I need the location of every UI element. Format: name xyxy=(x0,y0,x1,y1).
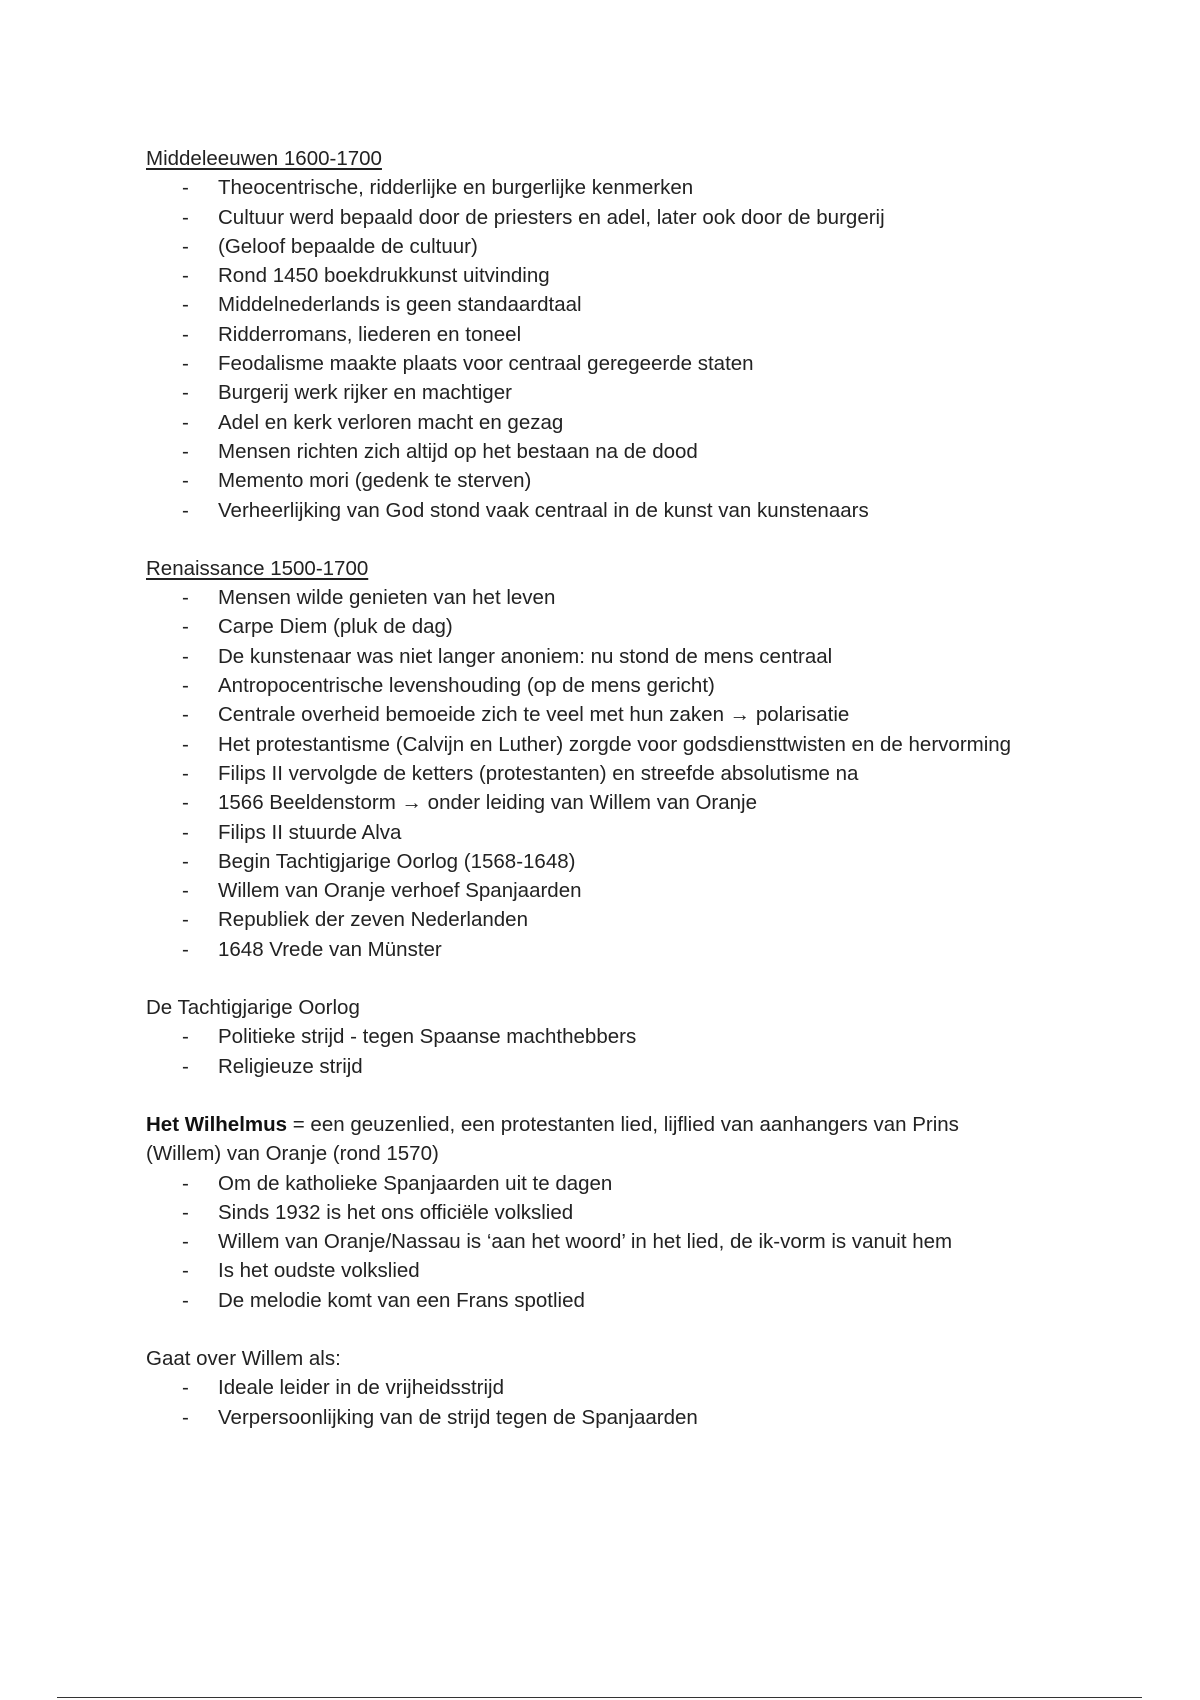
page-bottom-rule xyxy=(57,1697,1142,1698)
document-page xyxy=(146,144,1146,1432)
dash-bullet: - xyxy=(182,1054,189,1078)
bullet-list xyxy=(146,1373,1146,1432)
dash-bullet: - xyxy=(182,791,189,815)
list-item-text: Centrale overheid bemoeide zich te veel met hun zaken → polarisatie xyxy=(218,703,850,727)
dash-bullet: - xyxy=(182,1171,189,1195)
list-item xyxy=(146,671,1146,700)
section-heading: Middeleeuwen 1600-1700 xyxy=(146,147,382,170)
list-item-text: De kunstenaar was niet langer anoniem: nu stond de mens centraal xyxy=(218,644,833,668)
dash-bullet: - xyxy=(182,1288,189,1312)
list-item-text: Verpersoonlijking van de strijd tegen de Spanjaarden xyxy=(218,1405,698,1429)
list-item xyxy=(146,437,1146,466)
section-gaat-over-willem xyxy=(146,1344,1146,1432)
dash-bullet: - xyxy=(182,644,189,668)
list-item-text: Feodalisme maakte plaats voor centraal geregeerde staten xyxy=(218,352,754,376)
list-item-text: Sinds 1932 is het ons officiële volkslied xyxy=(218,1200,574,1224)
list-item-text: (Geloof bepaalde de cultuur) xyxy=(218,234,478,258)
list-item-text: Ideale leider in de vrijheidsstrijd xyxy=(218,1376,505,1400)
list-item xyxy=(146,1373,1146,1402)
list-item xyxy=(146,642,1146,671)
dash-bullet: - xyxy=(182,205,189,229)
list-item-text: Theocentrische, ridderlijke en burgerlijke kenmerken xyxy=(218,176,694,200)
list-item xyxy=(146,876,1146,905)
list-item-text: Rond 1450 boekdrukkunst uitvinding xyxy=(218,264,550,288)
dash-bullet: - xyxy=(182,732,189,756)
bullet-list xyxy=(146,583,1146,964)
section-heading: De Tachtigjarige Oorlog xyxy=(146,996,360,1020)
list-item xyxy=(146,1256,1146,1285)
list-item xyxy=(146,759,1146,788)
section-renaissance xyxy=(146,554,1146,964)
dash-bullet: - xyxy=(182,615,189,639)
list-item-text: Mensen wilde genieten van het leven xyxy=(218,586,556,610)
list-item xyxy=(146,1052,1146,1081)
list-item-text: 1566 Beeldenstorm → onder leiding van Willem van Oranje xyxy=(218,791,757,815)
dash-bullet: - xyxy=(182,410,189,434)
list-item-text: Middelnederlands is geen standaardtaal xyxy=(218,293,582,317)
list-item xyxy=(146,290,1146,319)
list-item xyxy=(146,1169,1146,1198)
list-item xyxy=(146,1198,1146,1227)
list-item xyxy=(146,818,1146,847)
dash-bullet: - xyxy=(182,761,189,785)
list-item-text: Willem van Oranje/Nassau is ‘aan het woord’ in het lied, de ik-vorm is vanuit hem xyxy=(218,1230,953,1254)
list-item xyxy=(146,496,1146,525)
bullet-list xyxy=(146,173,1146,525)
list-item-text: Begin Tachtigjarige Oorlog (1568-1648) xyxy=(218,849,576,873)
list-item xyxy=(146,788,1146,817)
dash-bullet: - xyxy=(182,469,189,493)
list-item xyxy=(146,1403,1146,1432)
section-middeleeuwen xyxy=(146,144,1146,525)
list-item xyxy=(146,847,1146,876)
bullet-list xyxy=(146,1169,1146,1315)
dash-bullet: - xyxy=(182,234,189,258)
list-item-text: Politieke strijd - tegen Spaanse machthebbers xyxy=(218,1025,637,1049)
dash-bullet: - xyxy=(182,1200,189,1224)
list-item-text: Adel en kerk verloren macht en gezag xyxy=(218,410,564,434)
list-item-text: Is het oudste volkslied xyxy=(218,1259,420,1283)
dash-bullet: - xyxy=(182,293,189,317)
list-item xyxy=(146,730,1146,759)
dash-bullet: - xyxy=(182,586,189,610)
list-item xyxy=(146,1227,1146,1256)
list-item-text: Religieuze strijd xyxy=(218,1054,363,1078)
list-item-text: Verheerlijking van God stond vaak centraal in de kunst van kunstenaars xyxy=(218,498,869,522)
dash-bullet: - xyxy=(182,322,189,346)
dash-bullet: - xyxy=(182,176,189,200)
list-item xyxy=(146,408,1146,437)
list-item xyxy=(146,583,1146,612)
section-tachtigjarige-oorlog xyxy=(146,993,1146,1081)
list-item-text: Burgerij werk rijker en machtiger xyxy=(218,381,512,405)
dash-bullet: - xyxy=(182,381,189,405)
list-item-text: De melodie komt van een Frans spotlied xyxy=(218,1288,585,1312)
list-item-text: Republiek der zeven Nederlanden xyxy=(218,908,528,932)
list-item xyxy=(146,261,1146,290)
list-item xyxy=(146,173,1146,202)
dash-bullet: - xyxy=(182,352,189,376)
list-item xyxy=(146,905,1146,934)
list-item xyxy=(146,1022,1146,1051)
wilhelmus-intro-line1: = een geuzenlied, een protestanten lied, lijflied van aanhangers van Prins xyxy=(287,1112,959,1136)
dash-bullet: - xyxy=(182,674,189,698)
dash-bullet: - xyxy=(182,1230,189,1254)
bullet-list xyxy=(146,1022,1146,1081)
section-wilhelmus xyxy=(146,1110,1146,1315)
wilhelmus-intro-paragraph xyxy=(146,1110,1146,1139)
dash-bullet: - xyxy=(182,937,189,961)
dash-bullet: - xyxy=(182,439,189,463)
dash-bullet: - xyxy=(182,1405,189,1429)
list-item-text: Filips II stuurde Alva xyxy=(218,820,402,844)
list-item xyxy=(146,349,1146,378)
dash-bullet: - xyxy=(182,1025,189,1049)
section-heading: Renaissance 1500-1700 xyxy=(146,556,369,580)
list-item-text: Filips II vervolgde de ketters (protestanten) en streefde absolutisme na xyxy=(218,761,859,785)
list-item-text: Memento mori (gedenk te sterven) xyxy=(218,469,532,493)
list-item-text: Carpe Diem (pluk de dag) xyxy=(218,615,453,639)
list-item-text: 1648 Vrede van Münster xyxy=(218,937,442,961)
wilhelmus-intro-line2: (Willem) van Oranje (rond 1570) xyxy=(146,1142,439,1166)
list-item-text: Het protestantisme (Calvijn en Luther) zorgde voor godsdiensttwisten en de hervorming xyxy=(218,732,1012,756)
list-item xyxy=(146,466,1146,495)
dash-bullet: - xyxy=(182,820,189,844)
list-item xyxy=(146,612,1146,641)
list-item-text: Willem van Oranje verhoef Spanjaarden xyxy=(218,879,582,903)
list-item-text: Om de katholieke Spanjaarden uit te dagen xyxy=(218,1171,613,1195)
list-item xyxy=(146,700,1146,729)
section-heading: Gaat over Willem als: xyxy=(146,1346,341,1370)
dash-bullet: - xyxy=(182,879,189,903)
list-item xyxy=(146,203,1146,232)
list-item xyxy=(146,935,1146,964)
dash-bullet: - xyxy=(182,849,189,873)
list-item-text: Antropocentrische levenshouding (op de mens gericht) xyxy=(218,674,715,698)
dash-bullet: - xyxy=(182,1376,189,1400)
dash-bullet: - xyxy=(182,264,189,288)
wilhelmus-title: Het Wilhelmus xyxy=(146,1112,288,1136)
dash-bullet: - xyxy=(182,1259,189,1283)
list-item-text: Ridderromans, liederen en toneel xyxy=(218,322,522,346)
list-item xyxy=(146,378,1146,407)
list-item-text: Cultuur werd bepaald door de priesters en adel, later ook door de burgerij xyxy=(218,205,885,229)
list-item xyxy=(146,1286,1146,1315)
list-item-text: Mensen richten zich altijd op het bestaan na de dood xyxy=(218,439,698,463)
list-item xyxy=(146,320,1146,349)
dash-bullet: - xyxy=(182,908,189,932)
dash-bullet: - xyxy=(182,498,189,522)
dash-bullet: - xyxy=(182,703,189,727)
list-item xyxy=(146,232,1146,261)
